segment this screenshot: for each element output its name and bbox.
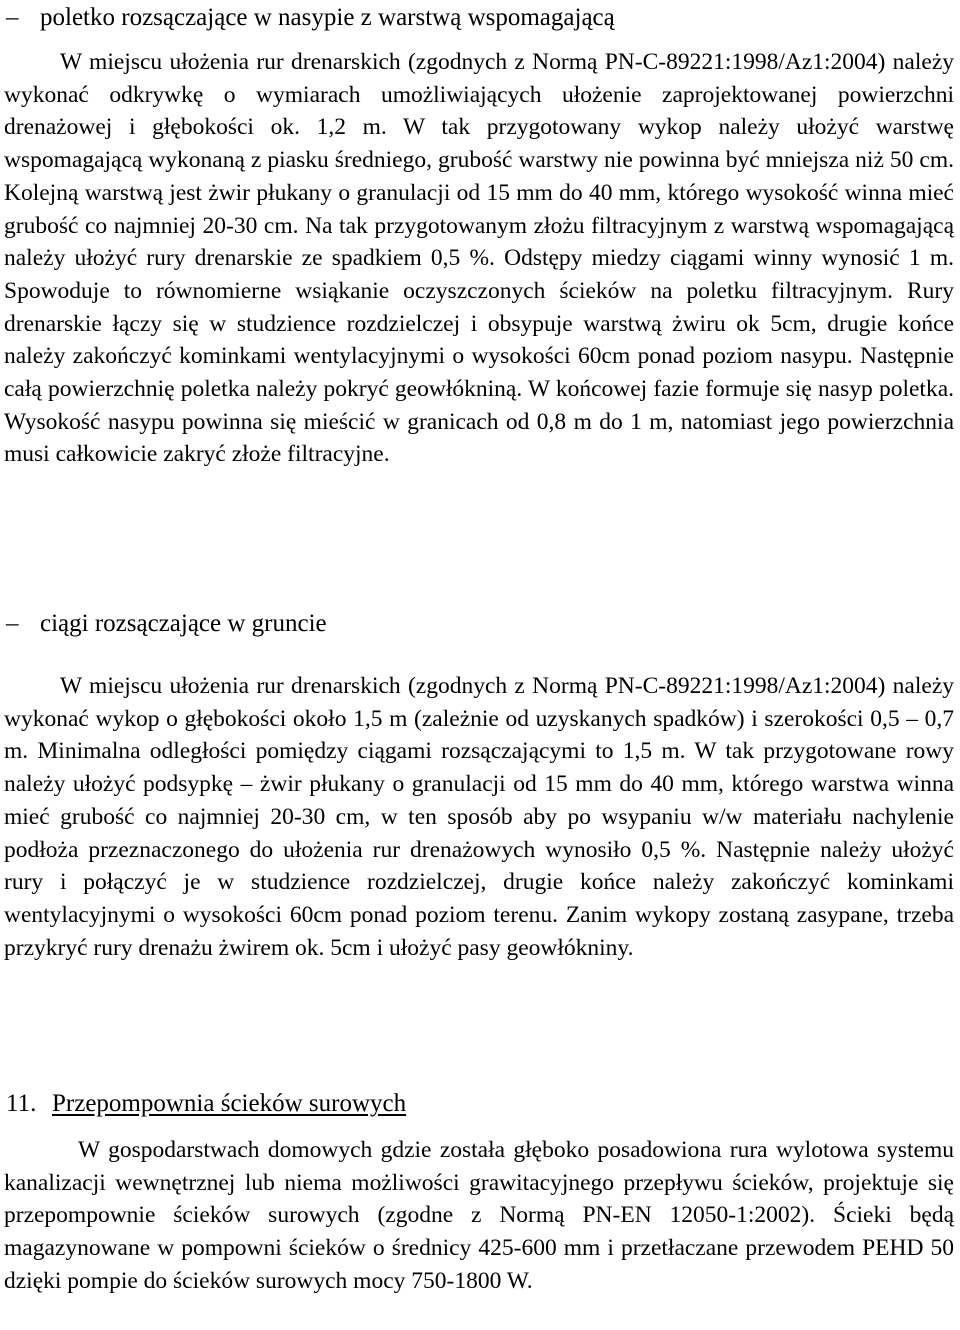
paragraph-przepompownia	[4, 1134, 954, 1298]
paragraph-ciagi	[4, 670, 954, 964]
heading-text: poletko rozsączające w nasypie z warstwą wspomagającą	[40, 4, 615, 31]
paragraph-text: W miejscu ułożenia rur drenarskich (zgodnych z Normą PN-C-89221:1998/Az1:2004) należy wykonać odkrywkę o wymiarach umożliwiających ułożenie zaprojektowanej powierzchni drenażowej i głębokości ok. 1,2 m. W tak przygotowany wykop należy ułożyć warstwę wspomagającą wykonaną z piasku średniego, grubość warstwy nie powinna być mniejsza niż 50 cm. Kolejną warstwą jest żwir płukany o granulacji od 15 mm do 40 mm, którego wysokość winna mieć grubość co najmniej 20-30 cm. Na tak przygotowanym złożu filtracyjnym z warstwą wspomagającą należy ułożyć rury drenarskie ze spadkiem 0,5 %. Odstępy miedzy ciągami winny wynosić 1 m. Spowoduje to równomierne wsiąkanie oczyszczonych ścieków na poletku filtracyjnym. Rury drenarskie łączy się w studzience rozdzielczej i obsypuje warstwą żwiru ok 5cm, drugie końce należy zakończyć kominkami wentylacyjnymi o wysokości 60cm ponad poziom nasypu. Następnie całą powierzchnię poletka należy pokryć geowłókniną. W końcowej fazie formuje się nasyp poletka. Wysokość nasypu powinna się mieścić w granicach od 0,8 m do 1 m, natomiast jego powierzchnia musi całkowicie zakryć złoże filtracyjne.	[4, 49, 954, 468]
dash-bullet: –	[6, 610, 19, 637]
paragraph-text: W miejscu ułożenia rur drenarskich (zgodnych z Normą PN-C-89221:1998/Az1:2004) należy wykonać wykop o głębokości około 1,5 m (zależnie od uzyskanych spadków) i szerokości 0,5 – 0,7 m. Minimalna odległości pomiędzy ciągami rozsączającymi to 1,5 m. W tak przygotowane rowy należy ułożyć podsypkę – żwir płukany o granulacji od 15 mm do 40 mm, którego warstwa winna mieć grubość co najmniej 20-30 cm, w ten sposób aby po wsypaniu w/w materiału nachylenie podłoża przeznaczonego do ułożenia rur drenażowych wynosiło 0,5 %. Następnie należy ułożyć rury i połączyć je w studzience rozdzielczej, drugie końce należy zakończyć kominkami wentylacyjnymi o wysokości 60cm ponad poziom terenu. Zanim wykopy zostaną zasypane, trzeba przykryć rury drenażu żwirem ok. 5cm i ułożyć pasy geowłókniny.	[4, 673, 954, 961]
heading-text: Przepompownia ścieków surowych	[52, 1090, 407, 1117]
paragraph-text: W gospodarstwach domowych gdzie została głęboko posadowiona rura wylotowa systemu kanalizacji wewnętrznej lub niema możliwości grawitacyjnego przepływu ścieków, projektuje się przepompownie ścieków surowych (zgodne z Normą PN-EN 12050-1:2002). Ścieki będą magazynowane w pompowni ścieków o średnicy 425-600 mm i przetłaczane przewodem PEHD 50 dzięki pompie do ścieków surowych mocy 750-1800 W.	[4, 1137, 954, 1294]
section-heading-poletko	[6, 2, 615, 34]
heading-text: ciągi rozsączające w gruncie	[40, 610, 327, 637]
paragraph-poletko	[4, 46, 954, 471]
section-number: 11.	[6, 1090, 37, 1117]
section-heading-przepompownia	[6, 1088, 406, 1120]
dash-bullet: –	[6, 4, 19, 31]
section-heading-ciagi	[6, 608, 327, 640]
